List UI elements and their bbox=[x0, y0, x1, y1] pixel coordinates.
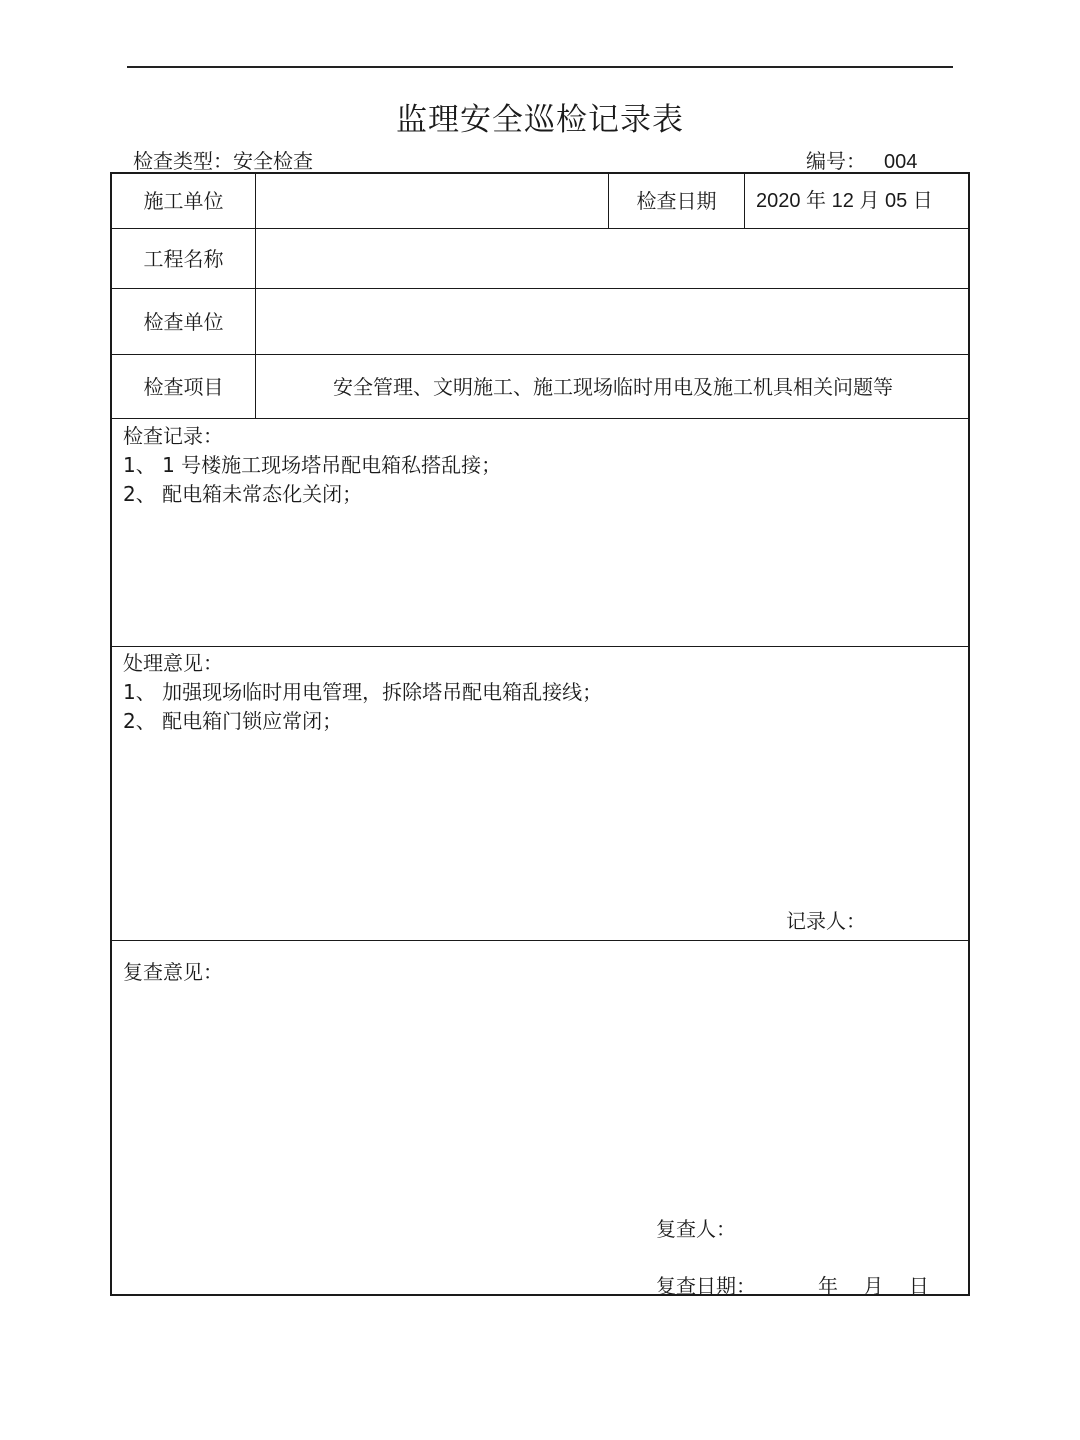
serial-number bbox=[806, 145, 917, 174]
inspection-unit-field[interactable] bbox=[256, 289, 970, 354]
serial-value: 004 bbox=[884, 151, 918, 173]
row-divider bbox=[112, 418, 968, 419]
row-divider bbox=[112, 646, 968, 647]
inspection-record-heading: 检查记录： bbox=[123, 424, 223, 448]
review-section bbox=[123, 958, 223, 987]
recorder-label: 记录人： bbox=[786, 909, 866, 933]
list-item: 2、 配电箱未常态化关闭； bbox=[123, 482, 363, 506]
list-item: 1、 1 号楼施工现场塔吊配电箱私搭乱接； bbox=[123, 453, 502, 477]
check-date-label: 检查日期 bbox=[636, 189, 717, 213]
inspection-items-value: 安全管理、文明施工、施工现场临时用电及施工机具相关问题等 bbox=[333, 374, 893, 399]
project-name-field[interactable] bbox=[256, 229, 970, 288]
check-type: 检查类型：安全检查 bbox=[133, 149, 313, 173]
review-date-placeholder: 年 月 日 bbox=[818, 1274, 929, 1298]
review-heading: 复查意见： bbox=[123, 960, 223, 984]
inspection-unit-label: 检查单位 bbox=[143, 309, 224, 334]
list-item: 1、 加强现场临时用电管理，拆除塔吊配电箱乱接线； bbox=[123, 680, 603, 704]
reviewer-label: 复查人： bbox=[656, 1217, 736, 1241]
top-rule bbox=[127, 66, 953, 68]
inspection-record-section bbox=[123, 422, 501, 509]
row-divider bbox=[112, 940, 968, 941]
project-name-label: 工程名称 bbox=[143, 246, 224, 271]
list-item: 2、 配电箱门锁应常闭； bbox=[123, 709, 343, 733]
page-title: 监理安全巡检记录表 bbox=[396, 102, 684, 138]
serial-label: 编号： bbox=[806, 149, 866, 173]
inspection-form bbox=[110, 172, 970, 1296]
construction-unit-label: 施工单位 bbox=[143, 189, 224, 213]
handling-opinion-section bbox=[123, 649, 602, 736]
construction-unit-field[interactable] bbox=[256, 174, 608, 228]
handling-opinion-heading: 处理意见： bbox=[123, 651, 223, 675]
inspection-items-label: 检查项目 bbox=[143, 374, 224, 399]
check-date-value[interactable]: 2020 年 12 月 05 日 bbox=[756, 190, 933, 212]
review-date-label: 复查日期： bbox=[656, 1274, 756, 1298]
